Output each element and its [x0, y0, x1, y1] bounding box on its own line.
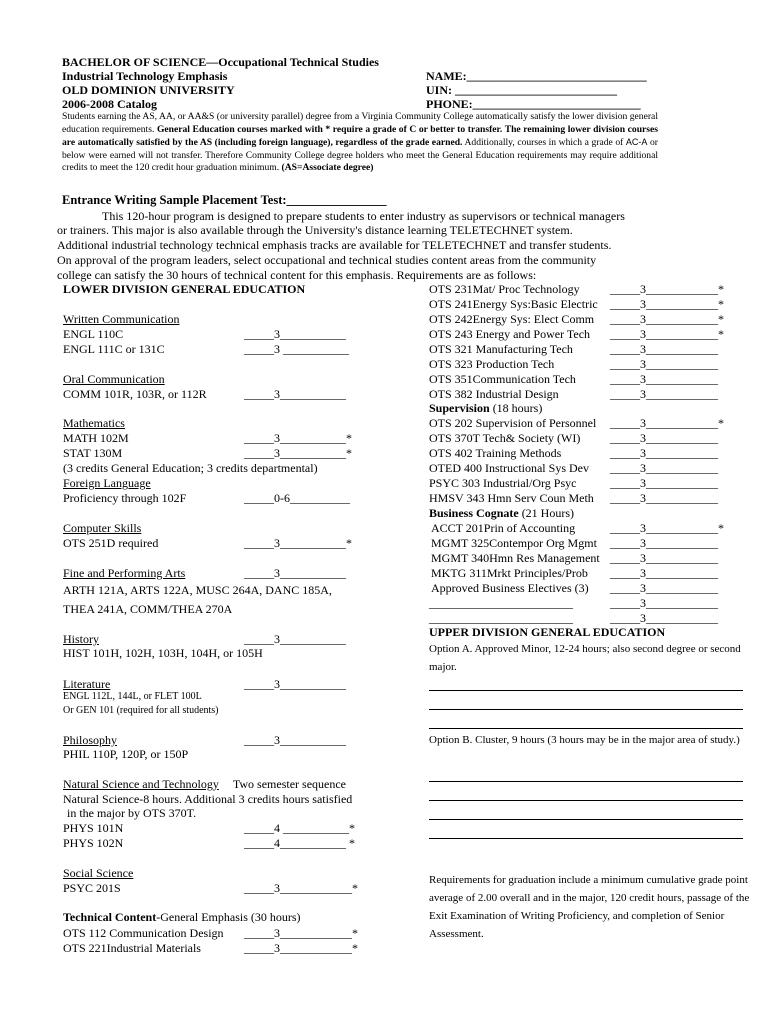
- credit-blank[interactable]: _____4 ___________*: [244, 821, 355, 835]
- course-comm: COMM 101R, 103R, or 112R: [63, 387, 207, 401]
- supervision-heading: [429, 401, 542, 415]
- course-psyc201: PSYC 201S: [63, 881, 121, 895]
- supervision-hours: (18 hours): [489, 401, 543, 415]
- course-row: OTS 231Mat/ Proc Technology: [429, 282, 580, 296]
- course-row: OTS 202 Supervision of Personnel: [429, 416, 597, 430]
- course-engl111: ENGL 111C or 131C: [63, 342, 165, 356]
- course-row: MGMT 325Contempor Org Mgmt: [431, 536, 597, 550]
- literature-courses: ENGL 112L, 144L, or FLET 100L: [63, 691, 202, 702]
- write-line[interactable]: [429, 709, 743, 710]
- credit-blank[interactable]: _____3____________: [610, 491, 718, 505]
- supervision-title: Supervision: [429, 401, 490, 415]
- credit-blank[interactable]: _____3____________: [610, 387, 718, 401]
- course-phys102: PHYS 102N: [63, 836, 124, 850]
- credit-blank[interactable]: _____3___________: [244, 566, 346, 580]
- credit-blank[interactable]: _____3____________*: [610, 282, 724, 296]
- fine-arts-courses-2: THEA 241A, COMM/THEA 270A: [63, 602, 233, 616]
- credit-blank[interactable]: _____3___________: [244, 387, 346, 401]
- program-text-2: or trainers. This major is also available through the University's distance learning TELETECHNET system.: [57, 223, 573, 237]
- graduation-requirements: Requirements for graduation include a minimum cumulative grade point average of 2.00 overall and in the major, 120 credit hours, passage of the Exit Examination of Writing Proficiency, and completion of Senior Assessment.: [429, 874, 750, 940]
- elective-blank[interactable]: ________________________: [429, 611, 573, 625]
- program-text-3: Additional industrial technology technical emphasis tracks are available for TELETECHNET and transfer students.: [57, 238, 612, 252]
- history-courses: HIST 101H, 102H, 103H, 104H, or 105H: [63, 646, 263, 660]
- literature-heading: Literature: [63, 677, 111, 691]
- credit-blank[interactable]: _____3____________: [610, 581, 718, 595]
- social-science-heading: Social Science: [63, 866, 134, 880]
- computer-skills-heading: Computer Skills: [63, 521, 142, 535]
- elective-blank[interactable]: ________________________: [429, 596, 573, 610]
- program-text-4: On approval of the program leaders, select occupational and technical studies content areas from the community: [57, 253, 597, 267]
- course-row: OTS 402 Training Methods: [429, 446, 562, 460]
- credit-blank[interactable]: _____3___________*: [244, 431, 352, 445]
- written-comm-heading: Written Communication: [63, 312, 180, 326]
- credit-blank[interactable]: _____3____________*: [244, 941, 358, 955]
- course-ots251: OTS 251D required: [63, 536, 159, 550]
- technical-content-title: Technical Content: [63, 910, 157, 924]
- credit-blank[interactable]: _____3___________*: [244, 536, 352, 550]
- credit-blank[interactable]: _____3____________: [610, 476, 718, 490]
- course-row: OTS 242Energy Sys: Elect Comm: [429, 312, 595, 326]
- course-row: OTS 382 Industrial Design: [429, 387, 559, 401]
- natural-science-note-2: in the major by OTS 370T.: [67, 806, 197, 820]
- credit-blank[interactable]: _____3___________: [244, 632, 346, 646]
- business-cognate-hours: (21 Hours): [518, 506, 575, 520]
- credit-blank[interactable]: _____3____________: [610, 536, 718, 550]
- credit-blank[interactable]: _____3____________*: [610, 312, 724, 326]
- program-text-1: This 120-hour program is designed to prepare students to enter industry as supervisors or technical managers: [102, 209, 625, 223]
- credit-blank[interactable]: _____3___________: [244, 327, 346, 341]
- natural-science-title: Natural Science and Technology: [63, 777, 219, 791]
- course-row: OTS 351Communication Tech: [429, 372, 576, 386]
- placement-test[interactable]: Entrance Writing Sample Placement Test:________________: [62, 193, 387, 207]
- intro-text-4: (AS=Associate degree): [281, 162, 374, 174]
- credit-blank[interactable]: _____3____________*: [610, 327, 724, 341]
- intro-paragraph: [62, 111, 658, 175]
- course-row: ACCT 201Prin of Accounting: [431, 521, 576, 535]
- write-line[interactable]: [429, 838, 743, 839]
- natural-science-heading: [63, 777, 346, 791]
- emphasis-title: Industrial Technology Emphasis: [62, 69, 228, 83]
- write-line[interactable]: [429, 781, 743, 782]
- write-line[interactable]: [429, 728, 743, 729]
- credit-blank[interactable]: _____3 ___________: [244, 342, 349, 356]
- credit-blank[interactable]: _____3____________: [610, 357, 718, 371]
- intro-grade-text: AC-A: [625, 137, 648, 148]
- course-row: MKTG 311Mrkt Principles/Prob: [431, 566, 588, 580]
- course-foreign: Proficiency through 102F: [63, 491, 187, 505]
- intro-text-2: General Education courses marked with * require a grade of C or better to transfer. The remaining lower division courses are automatically satisfied by the AS (including foreign language), regardless of the grade earned.: [62, 123, 659, 149]
- lower-division-title: LOWER DIVISION GENERAL EDUCATION: [63, 282, 306, 296]
- course-ots112: OTS 112 Communication Design: [63, 926, 224, 940]
- philosophy-courses: PHIL 110P, 120P, or 150P: [63, 747, 189, 761]
- credit-blank[interactable]: _____4___________ *: [244, 836, 355, 850]
- math-note: (3 credits General Education; 3 credits departmental): [63, 461, 318, 475]
- credit-blank[interactable]: _____3____________: [610, 372, 718, 386]
- intro-text-3c: or below were earned will not transfer. Therefore Community College degree holders who meet the General Education requirements may require additional credits to meet the 120 credit hour graduation minimum.: [62, 137, 658, 174]
- credit-blank[interactable]: _____3___________*: [244, 446, 352, 460]
- phone-field[interactable]: PHONE:____________________________: [426, 97, 641, 111]
- credit-blank[interactable]: _____3____________: [610, 596, 718, 610]
- technical-content-heading: [63, 910, 301, 924]
- credit-blank[interactable]: _____3____________: [610, 611, 718, 625]
- natural-science-note: Natural Science-8 hours. Additional 3 credits hours satisfied: [63, 792, 353, 806]
- course-row: OTS 323 Production Tech: [429, 357, 555, 371]
- intro-text-3: Additionally, courses in which a grade of: [464, 137, 624, 149]
- foreign-language-heading: Foreign Language: [63, 476, 151, 490]
- course-row: HMSV 343 Hmn Serv Coun Meth: [429, 491, 594, 505]
- course-row: Approved Business Electives (3): [431, 581, 589, 595]
- option-a-text: Option A. Approved Minor, 12-24 hours; also second degree or second major.: [429, 643, 741, 673]
- course-row: PSYC 303 Industrial/Org Psyc: [429, 476, 577, 490]
- credit-blank[interactable]: _____3____________: [610, 566, 718, 580]
- credit-blank[interactable]: _____3____________: [610, 551, 718, 565]
- course-stat130: STAT 130M: [63, 446, 123, 460]
- philosophy-heading: Philosophy: [63, 733, 118, 747]
- credit-blank[interactable]: _____3____________: [610, 342, 718, 356]
- university-name: OLD DOMINION UNIVERSITY: [62, 83, 235, 97]
- credit-blank[interactable]: _____3____________*: [244, 926, 358, 940]
- fine-arts-courses: ARTH 121A, ARTS 122A, MUSC 264A, DANC 185A,: [63, 583, 332, 597]
- credit-blank[interactable]: _____3____________: [610, 446, 718, 460]
- course-row: OTS 241Energy Sys:Basic Electric: [429, 297, 598, 311]
- uin-field[interactable]: UIN: ___________________________: [426, 83, 617, 97]
- option-b-text: Option B. Cluster, 9 hours (3 hours may be in the major area of study.): [429, 734, 740, 746]
- credit-blank[interactable]: _____3____________*: [610, 416, 724, 430]
- business-cognate-heading: [429, 506, 574, 520]
- course-row: OTS 370T Tech& Society (WI): [429, 431, 581, 445]
- history-heading: History: [63, 632, 99, 646]
- credit-blank[interactable]: _____3___________: [244, 733, 346, 747]
- credit-blank[interactable]: _____3____________: [610, 461, 718, 475]
- course-row: OTS 321 Manufacturing Tech: [429, 342, 573, 356]
- credit-blank[interactable]: _____0-6__________: [244, 491, 350, 505]
- literature-gen101: Or GEN 101 (required for all students): [63, 705, 219, 716]
- name-field[interactable]: NAME:______________________________: [426, 69, 647, 83]
- upper-division-title: UPPER DIVISION GENERAL EDUCATION: [429, 625, 666, 639]
- course-row: OTED 400 Instructional Sys Dev: [429, 461, 589, 475]
- course-ots221: OTS 221Industrial Materials: [63, 941, 201, 955]
- program-text-5: college can satisfy the 30 hours of technical content for this emphasis. Requirements are as follows:: [57, 268, 537, 282]
- course-row: OTS 243 Energy and Power Tech: [429, 327, 591, 341]
- write-line[interactable]: [429, 800, 743, 801]
- natural-science-sequence: Two semester sequence: [232, 777, 347, 791]
- write-line[interactable]: [429, 819, 743, 820]
- business-cognate-title: Business Cognate: [429, 506, 519, 520]
- intro-text-1: Students earning the AS, AA, or AA&S (or university parallel) degree from a Virginia Community College automatically satisfy the lower division general education requirements.: [62, 111, 658, 135]
- credit-blank[interactable]: _____3____________*: [610, 297, 724, 311]
- course-phys101: PHYS 101N: [63, 821, 124, 835]
- program-title: BACHELOR OF SCIENCE—Occupational Technical Studies: [62, 55, 379, 69]
- catalog-year: 2006-2008 Catalog: [62, 97, 157, 111]
- course-row: MGMT 340Hmn Res Management: [431, 551, 600, 565]
- credit-blank[interactable]: _____3____________*: [610, 521, 724, 535]
- math-heading: Mathematics: [63, 416, 125, 430]
- fine-arts-heading: Fine and Performing Arts: [63, 566, 186, 580]
- credit-blank[interactable]: _____3____________*: [244, 881, 358, 895]
- credit-blank[interactable]: _____3___________: [244, 677, 346, 691]
- oral-comm-heading: Oral Communication: [63, 372, 165, 386]
- credit-blank[interactable]: _____3____________: [610, 431, 718, 445]
- course-engl110: ENGL 110C: [63, 327, 124, 341]
- course-math102: MATH 102M: [63, 431, 129, 445]
- technical-content-hours: -General Emphasis (30 hours): [156, 910, 301, 924]
- write-line[interactable]: [429, 690, 743, 691]
